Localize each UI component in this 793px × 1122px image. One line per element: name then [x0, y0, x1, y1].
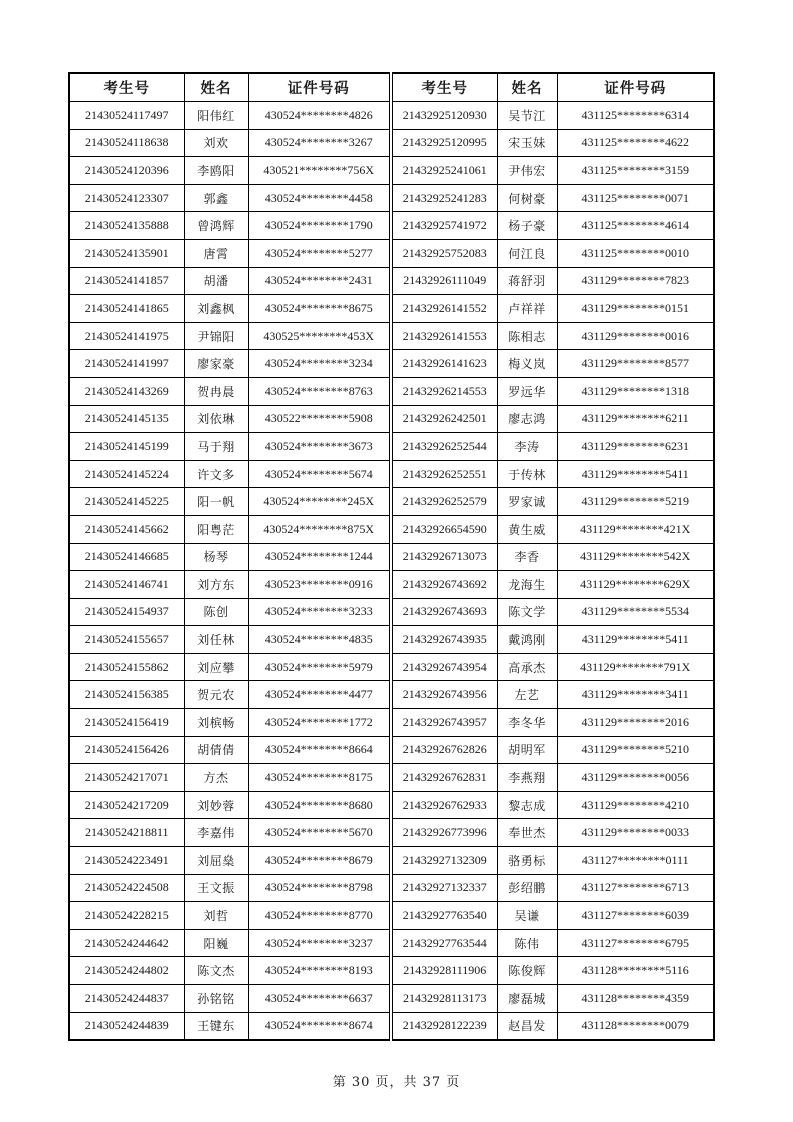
id-number-cell: 430524********3673: [248, 433, 391, 461]
candidate-name-cell: 廖磊城: [497, 985, 557, 1013]
exam-number-cell: 21432928113173: [391, 985, 497, 1013]
candidate-name-cell: 李鸥阳: [184, 157, 248, 185]
table-body: [69, 102, 714, 1041]
table-row: [69, 543, 714, 571]
exam-number-cell: 21432927132309: [391, 847, 497, 875]
candidate-name-cell: 李嘉伟: [184, 819, 248, 847]
id-number-cell: 430524********4835: [248, 626, 391, 654]
exam-number-cell: 21432926762933: [391, 791, 497, 819]
candidate-name-cell: 黄生威: [497, 515, 557, 543]
id-number-cell: 431129********629X: [557, 571, 714, 599]
candidate-name-cell: 刘妙蓉: [184, 791, 248, 819]
candidate-name-cell: 廖志鸿: [497, 405, 557, 433]
table-row: [69, 350, 714, 378]
table-row: [69, 322, 714, 350]
exam-number-cell: 21430524145225: [69, 488, 184, 516]
exam-number-cell: 21432926252579: [391, 488, 497, 516]
id-number-cell: 431125********4614: [557, 212, 714, 240]
id-number-cell: 430522********5908: [248, 405, 391, 433]
table-row: [69, 709, 714, 737]
table-row: [69, 571, 714, 599]
candidate-name-cell: 戴鸿刚: [497, 626, 557, 654]
candidate-name-cell: 胡明军: [497, 736, 557, 764]
id-number-cell: 431129********6211: [557, 405, 714, 433]
candidate-name-cell: 刘方东: [184, 571, 248, 599]
candidate-name-cell: 奉世杰: [497, 819, 557, 847]
exam-number-cell: 21430524244837: [69, 985, 184, 1013]
candidate-name-cell: 骆勇标: [497, 847, 557, 875]
candidate-name-cell: 孙铭铭: [184, 985, 248, 1013]
exam-number-cell: 21432925741972: [391, 212, 497, 240]
table-row: [69, 295, 714, 323]
header-name-left: 姓名: [184, 73, 248, 102]
exam-number-cell: 21430524123307: [69, 184, 184, 212]
candidate-name-cell: 左艺: [497, 681, 557, 709]
candidate-name-cell: 刘鑫枫: [184, 295, 248, 323]
exam-number-cell: 21430524156426: [69, 736, 184, 764]
header-exam-number-left: 考生号: [69, 73, 184, 102]
id-number-cell: 431125********4622: [557, 129, 714, 157]
candidate-name-cell: 曾鸿辉: [184, 212, 248, 240]
exam-number-cell: 21430524156419: [69, 709, 184, 737]
candidate-name-cell: 李香: [497, 543, 557, 571]
table-row: [69, 405, 714, 433]
table-row: [69, 102, 714, 130]
id-number-cell: 431129********791X: [557, 653, 714, 681]
table-row: [69, 929, 714, 957]
exam-number-cell: 21432925241283: [391, 184, 497, 212]
id-number-cell: 430524********4458: [248, 184, 391, 212]
exam-number-cell: 21430524146741: [69, 571, 184, 599]
table-row: [69, 460, 714, 488]
candidate-name-cell: 彭绍鹏: [497, 874, 557, 902]
exam-number-cell: 21430524218811: [69, 819, 184, 847]
candidate-name-cell: 李冬华: [497, 709, 557, 737]
id-number-cell: 431128********5116: [557, 957, 714, 985]
exam-number-cell: 21430524135888: [69, 212, 184, 240]
candidate-name-cell: 尹锦阳: [184, 322, 248, 350]
id-number-cell: 430524********2431: [248, 267, 391, 295]
page-number: 第 30 页，共 37 页: [332, 1075, 461, 1090]
id-number-cell: 430524********6637: [248, 985, 391, 1013]
candidate-name-cell: 陈伟: [497, 929, 557, 957]
id-number-cell: 430524********1790: [248, 212, 391, 240]
table-row: [69, 157, 714, 185]
exam-number-cell: 21432926743956: [391, 681, 497, 709]
candidate-name-cell: 阳巍: [184, 929, 248, 957]
candidate-name-cell: 刘槟畅: [184, 709, 248, 737]
id-number-cell: 431125********3159: [557, 157, 714, 185]
candidate-name-cell: 廖家豪: [184, 350, 248, 378]
exam-number-cell: 21430524228215: [69, 902, 184, 930]
candidate-name-cell: 唐霄: [184, 239, 248, 267]
table-row: [69, 598, 714, 626]
table-row: [69, 1012, 714, 1040]
exam-number-cell: 21432926743935: [391, 626, 497, 654]
candidate-name-cell: 赵昌发: [497, 1012, 557, 1040]
id-number-cell: 430524********875X: [248, 515, 391, 543]
exam-number-cell: 21432926214553: [391, 377, 497, 405]
id-number-cell: 431129********8577: [557, 350, 714, 378]
id-number-cell: 430524********3233: [248, 598, 391, 626]
id-number-cell: 430524********5674: [248, 460, 391, 488]
id-number-cell: 431127********6795: [557, 929, 714, 957]
candidate-name-cell: 杨琴: [184, 543, 248, 571]
id-number-cell: 430524********5670: [248, 819, 391, 847]
candidate-name-cell: 李涛: [497, 433, 557, 461]
candidate-name-cell: 龙海生: [497, 571, 557, 599]
candidate-name-cell: 蒋舒羽: [497, 267, 557, 295]
id-number-cell: 431129********6231: [557, 433, 714, 461]
table-row: [69, 819, 714, 847]
id-number-cell: 430524********8664: [248, 736, 391, 764]
candidate-name-cell: 胡倩倩: [184, 736, 248, 764]
id-number-cell: 430524********3267: [248, 129, 391, 157]
id-number-cell: 431129********3411: [557, 681, 714, 709]
roster-sheet: [68, 72, 713, 1041]
candidate-name-cell: 陈文学: [497, 598, 557, 626]
id-number-cell: 431128********0079: [557, 1012, 714, 1040]
exam-number-cell: 21432926252544: [391, 433, 497, 461]
id-number-cell: 430524********8675: [248, 295, 391, 323]
id-number-cell: 431129********5210: [557, 736, 714, 764]
candidate-name-cell: 贺冉晨: [184, 377, 248, 405]
exam-number-cell: 21432926654590: [391, 515, 497, 543]
candidate-name-cell: 梅义岚: [497, 350, 557, 378]
candidate-name-cell: 罗家诚: [497, 488, 557, 516]
candidate-name-cell: 阳粤茫: [184, 515, 248, 543]
exam-number-cell: 21430524217071: [69, 764, 184, 792]
exam-number-cell: 21430524244839: [69, 1012, 184, 1040]
id-number-cell: 430524********3237: [248, 929, 391, 957]
exam-number-cell: 21430524154937: [69, 598, 184, 626]
exam-number-cell: 21432928122239: [391, 1012, 497, 1040]
candidate-name-cell: 许文多: [184, 460, 248, 488]
candidate-name-cell: 刘屈燊: [184, 847, 248, 875]
exam-number-cell: 21432927132337: [391, 874, 497, 902]
candidate-name-cell: 黎志成: [497, 791, 557, 819]
exam-number-cell: 21430524155862: [69, 653, 184, 681]
table-row: [69, 985, 714, 1013]
candidate-name-cell: 陈相志: [497, 322, 557, 350]
candidate-name-cell: 李燕翔: [497, 764, 557, 792]
id-number-cell: 430524********8674: [248, 1012, 391, 1040]
candidate-name-cell: 胡潘: [184, 267, 248, 295]
candidate-name-cell: 方杰: [184, 764, 248, 792]
candidate-name-cell: 杨子豪: [497, 212, 557, 240]
exam-number-cell: 21432927763544: [391, 929, 497, 957]
table-row: [69, 791, 714, 819]
candidate-name-cell: 刘任林: [184, 626, 248, 654]
exam-number-cell: 21430524145224: [69, 460, 184, 488]
candidate-name-cell: 刘依琳: [184, 405, 248, 433]
exam-number-cell: 21432926141552: [391, 295, 497, 323]
exam-number-cell: 21430524244642: [69, 929, 184, 957]
id-number-cell: 431129********5219: [557, 488, 714, 516]
candidate-name-cell: 卢祥祥: [497, 295, 557, 323]
id-number-cell: 431127********6039: [557, 902, 714, 930]
table-row: [69, 239, 714, 267]
exam-number-cell: 21430524118638: [69, 129, 184, 157]
candidate-name-cell: 王文振: [184, 874, 248, 902]
candidate-name-cell: 罗远华: [497, 377, 557, 405]
exam-number-cell: 21432926762831: [391, 764, 497, 792]
id-number-cell: 431129********542X: [557, 543, 714, 571]
id-number-cell: 430524********3234: [248, 350, 391, 378]
table-row: [69, 129, 714, 157]
exam-number-cell: 21432925120930: [391, 102, 497, 130]
exam-number-cell: 21432926252551: [391, 460, 497, 488]
id-number-cell: 430524********4826: [248, 102, 391, 130]
id-number-cell: 430524********8679: [248, 847, 391, 875]
exam-number-cell: 21430524244802: [69, 957, 184, 985]
exam-number-cell: 21430524117497: [69, 102, 184, 130]
id-number-cell: 431127********6713: [557, 874, 714, 902]
candidate-name-cell: 郭鑫: [184, 184, 248, 212]
id-number-cell: 430521********756X: [248, 157, 391, 185]
candidate-name-cell: 于传林: [497, 460, 557, 488]
header-name-right: 姓名: [497, 73, 557, 102]
header-id-number-left: 证件号码: [248, 73, 391, 102]
candidate-name-cell: 何江良: [497, 239, 557, 267]
id-number-cell: 431129********0056: [557, 764, 714, 792]
table-row: [69, 653, 714, 681]
candidate-name-cell: 陈创: [184, 598, 248, 626]
table-row: [69, 764, 714, 792]
table-row: [69, 184, 714, 212]
exam-number-cell: 21430524156385: [69, 681, 184, 709]
id-number-cell: 430524********8193: [248, 957, 391, 985]
exam-number-cell: 21430524145199: [69, 433, 184, 461]
exam-number-cell: 21432926111049: [391, 267, 497, 295]
id-number-cell: 431129********0151: [557, 295, 714, 323]
exam-number-cell: 21430524223491: [69, 847, 184, 875]
exam-number-cell: 21430524217209: [69, 791, 184, 819]
exam-number-cell: 21430524143269: [69, 377, 184, 405]
exam-number-cell: 21432925241061: [391, 157, 497, 185]
table-row: [69, 681, 714, 709]
header-id-number-right: 证件号码: [557, 73, 714, 102]
table-row: [69, 267, 714, 295]
header-exam-number-right: 考生号: [391, 73, 497, 102]
exam-number-cell: 21432926762826: [391, 736, 497, 764]
exam-number-cell: 21430524224508: [69, 874, 184, 902]
id-number-cell: 430524********8770: [248, 902, 391, 930]
table-row: [69, 212, 714, 240]
candidate-name-cell: 吴谦: [497, 902, 557, 930]
candidate-name-cell: 尹伟宏: [497, 157, 557, 185]
candidate-name-cell: 陈文杰: [184, 957, 248, 985]
exam-number-cell: 21432926141623: [391, 350, 497, 378]
exam-number-cell: 21432925752083: [391, 239, 497, 267]
id-number-cell: 431129********5534: [557, 598, 714, 626]
id-number-cell: 431129********0033: [557, 819, 714, 847]
candidate-name-cell: 阳一帆: [184, 488, 248, 516]
exam-number-cell: 21430524135901: [69, 239, 184, 267]
candidate-name-cell: 贺元农: [184, 681, 248, 709]
candidate-name-cell: 阳伟红: [184, 102, 248, 130]
candidate-name-cell: 刘欢: [184, 129, 248, 157]
id-number-cell: 431129********7823: [557, 267, 714, 295]
id-number-cell: 430524********8763: [248, 377, 391, 405]
table-row: [69, 626, 714, 654]
candidate-name-cell: 马于翔: [184, 433, 248, 461]
exam-number-cell: 21432926743692: [391, 571, 497, 599]
candidate-name-cell: 宋玉妹: [497, 129, 557, 157]
exam-number-cell: 21430524141975: [69, 322, 184, 350]
id-number-cell: 430524********5277: [248, 239, 391, 267]
id-number-cell: 430524********4477: [248, 681, 391, 709]
table-header-row: [69, 73, 714, 102]
id-number-cell: 430524********5979: [248, 653, 391, 681]
exam-number-cell: 21432926743693: [391, 598, 497, 626]
candidate-name-cell: 刘应攀: [184, 653, 248, 681]
id-number-cell: 431129********1318: [557, 377, 714, 405]
candidate-name-cell: 吴节江: [497, 102, 557, 130]
table-row: [69, 736, 714, 764]
exam-number-cell: 21430524141857: [69, 267, 184, 295]
exam-number-cell: 21432928111906: [391, 957, 497, 985]
candidate-name-cell: 刘哲: [184, 902, 248, 930]
table-row: [69, 515, 714, 543]
table-row: [69, 957, 714, 985]
exam-number-cell: 21430524141865: [69, 295, 184, 323]
id-number-cell: 430524********245X: [248, 488, 391, 516]
exam-number-cell: 21432926743954: [391, 653, 497, 681]
candidate-name-cell: 陈俊辉: [497, 957, 557, 985]
id-number-cell: 430524********8798: [248, 874, 391, 902]
id-number-cell: 430524********8680: [248, 791, 391, 819]
table-row: [69, 874, 714, 902]
exam-number-cell: 21432926141553: [391, 322, 497, 350]
id-number-cell: 431129********4210: [557, 791, 714, 819]
exam-number-cell: 21430524146685: [69, 543, 184, 571]
id-number-cell: 431129********5411: [557, 460, 714, 488]
candidate-name-cell: 王键东: [184, 1012, 248, 1040]
id-number-cell: 431128********4359: [557, 985, 714, 1013]
table-row: [69, 488, 714, 516]
id-number-cell: 431129********421X: [557, 515, 714, 543]
id-number-cell: 431127********0111: [557, 847, 714, 875]
exam-number-cell: 21432926743957: [391, 709, 497, 737]
exam-number-cell: 21432926773996: [391, 819, 497, 847]
table-row: [69, 902, 714, 930]
candidate-name-cell: 何树豪: [497, 184, 557, 212]
exam-number-cell: 21432927763540: [391, 902, 497, 930]
exam-number-cell: 21430524120396: [69, 157, 184, 185]
exam-number-cell: 21430524141997: [69, 350, 184, 378]
id-number-cell: 430524********1244: [248, 543, 391, 571]
exam-number-cell: 21432925120995: [391, 129, 497, 157]
id-number-cell: 431125********6314: [557, 102, 714, 130]
exam-number-cell: 21432926713073: [391, 543, 497, 571]
candidate-table: [68, 72, 715, 1041]
id-number-cell: 430524********1772: [248, 709, 391, 737]
exam-number-cell: 21430524155657: [69, 626, 184, 654]
table-row: [69, 847, 714, 875]
id-number-cell: 430523********0916: [248, 571, 391, 599]
candidate-name-cell: 高承杰: [497, 653, 557, 681]
id-number-cell: 431129********0016: [557, 322, 714, 350]
id-number-cell: 431129********5411: [557, 626, 714, 654]
id-number-cell: 430524********8175: [248, 764, 391, 792]
exam-number-cell: 21432926242501: [391, 405, 497, 433]
id-number-cell: 431125********0071: [557, 184, 714, 212]
table-row: [69, 433, 714, 461]
exam-number-cell: 21430524145662: [69, 515, 184, 543]
id-number-cell: 431129********2016: [557, 709, 714, 737]
exam-number-cell: 21430524145135: [69, 405, 184, 433]
table-row: [69, 377, 714, 405]
id-number-cell: 431125********0010: [557, 239, 714, 267]
id-number-cell: 430525********453X: [248, 322, 391, 350]
